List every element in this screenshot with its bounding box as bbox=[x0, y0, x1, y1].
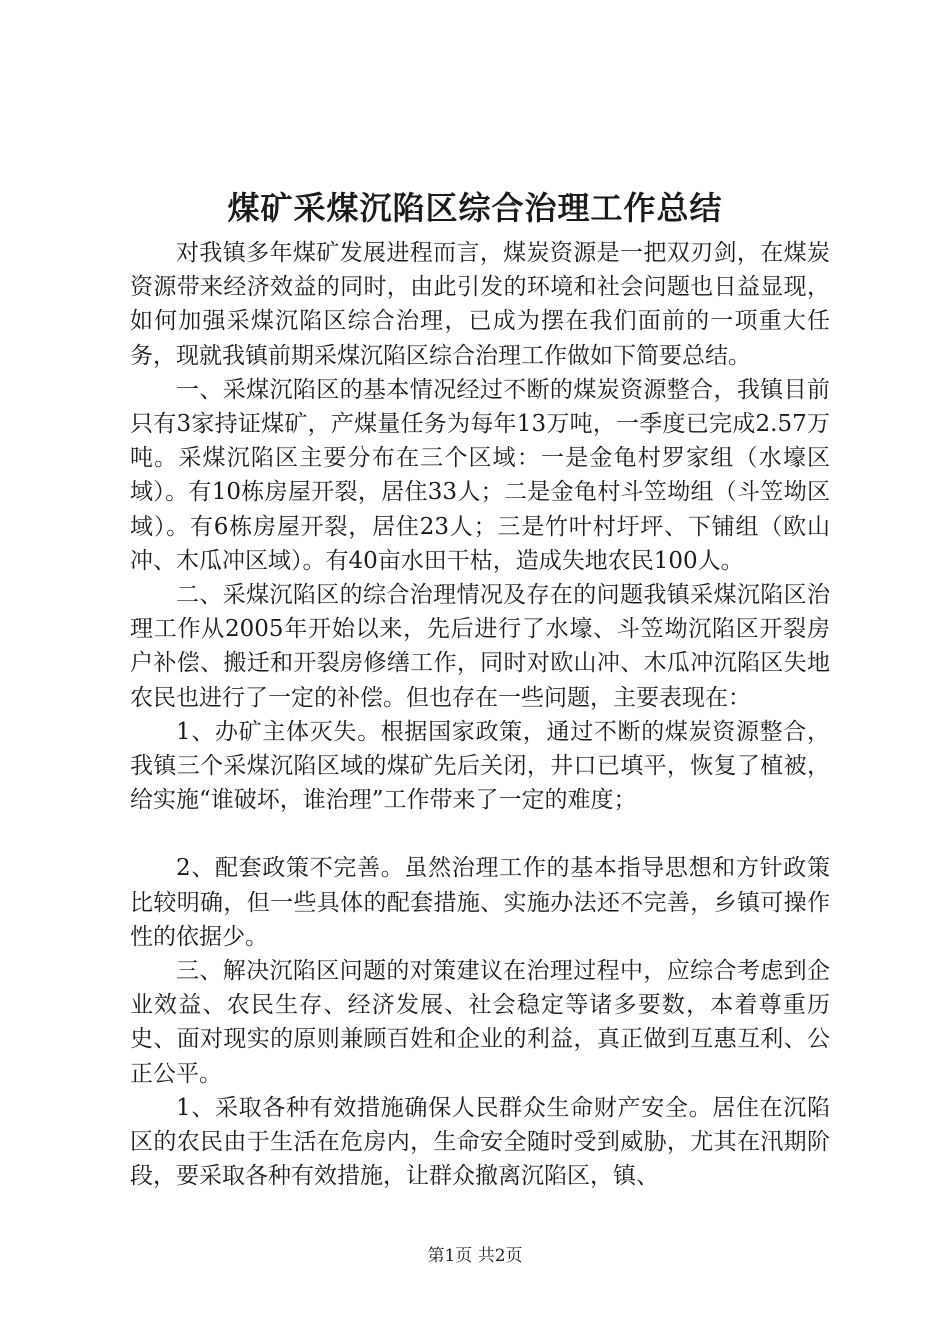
paragraph-problem-1: 1、办矿主体灭失。根据国家政策，通过不断的煤炭资源整合，我镇三个采煤沉陷区域的煤矿先后关闭，井口已填平，恢复了植被，给实施“谁破坏，谁治理”工作带来了一定的难度； bbox=[130, 718, 830, 814]
document-title: 煤矿采煤沉陷区综合治理工作总结 bbox=[227, 189, 723, 227]
page-number-footer: 第1页 共2页 bbox=[427, 1246, 523, 1266]
paragraph-section-3: 三、解决沉陷区问题的对策建议在治理过程中，应综合考虑到企业效益、农民生存、经济发展、社会稳定等诸多要数，本着尊重历史、面对现实的原则兼顾百姓和企业的利益，真正做到互惠互利、公正公平。 bbox=[130, 958, 830, 1087]
paragraph-measure-1: 1、采取各种有效措施确保人民群众生命财产安全。居住在沉陷区的农民由于生活在危房内，生命安全随时受到威胁，尤其在汛期阶段，要采取各种有效措施，让群众撤离沉陷区，镇、 bbox=[130, 1094, 830, 1190]
paragraph-section-1: 一、采煤沉陷区的基本情况经过不断的煤炭资源整合，我镇目前只有3家持证煤矿，产煤量任务为每年13万吨，一季度已完成2.57万吨。采煤沉陷区主要分布在三个区域：一是金龟村罗家组（水壕区域）。有10栋房屋开裂，居住33人；二是金龟村斗笠坳组（斗笠坳区域）。有6栋房屋开裂，居住23人；三是竹叶村圩坪、下铺组（欧山冲、木瓜冲区域）。有40亩水田干枯，造成失地农民100人。 bbox=[130, 376, 830, 574]
paragraph-problem-2: 2、配套政策不完善。虽然治理工作的基本指导思想和方针政策比较明确，但一些具体的配套措施、实施办法还不完善，乡镇可操作性的依据少。 bbox=[130, 855, 830, 950]
document-body bbox=[130, 236, 830, 1193]
paragraph-intro: 对我镇多年煤矿发展进程而言，煤炭资源是一把双刃剑，在煤炭资源带来经济效益的同时，由此引发的环境和社会问题也日益显现，如何加强采煤沉陷区综合治理，已成为摆在我们面前的一项重大任务，现就我镇前期采煤沉陷区综合治理工作做如下简要总结。 bbox=[130, 240, 830, 369]
paragraph-section-2: 二、采煤沉陷区的综合治理情况及存在的问题我镇采煤沉陷区治理工作从2005年开始以来，先后进行了水壕、斗笠坳沉陷区开裂房户补偿、搬迁和开裂房修缮工作，同时对欧山冲、木瓜冲沉陷区失地农民也进行了一定的补偿。但也存在一些问题，主要表现在： bbox=[130, 582, 830, 711]
